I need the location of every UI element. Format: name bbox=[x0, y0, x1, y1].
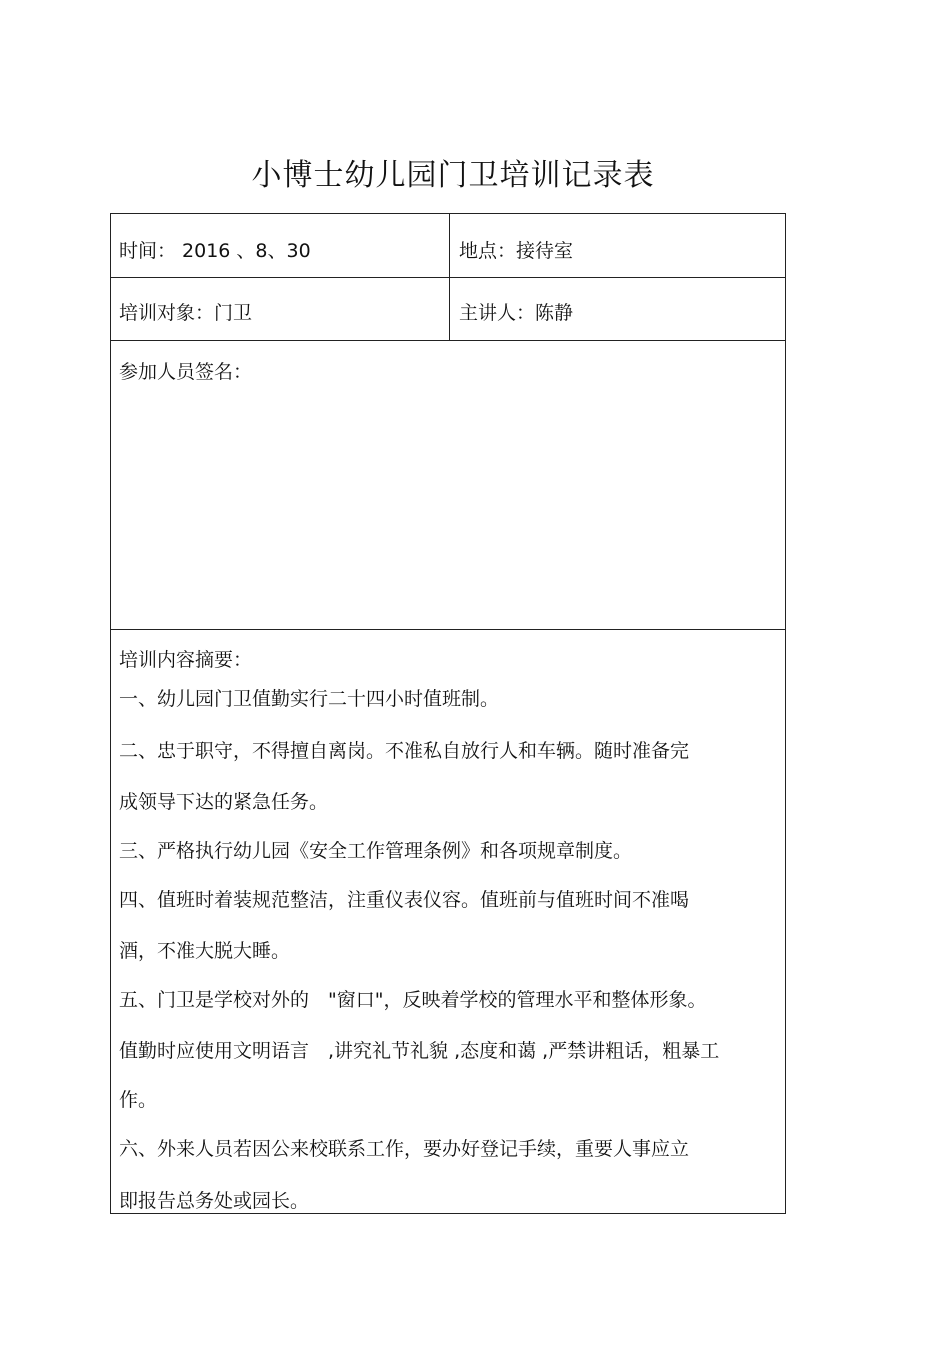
target-field: 培训对象：门卫 bbox=[119, 302, 253, 324]
column-divider bbox=[449, 214, 450, 341]
signature-area[interactable] bbox=[111, 384, 785, 624]
summary-line: 二、忠于职守，不得擅自离岗。不准私自放行人和车辆。随时准备完 bbox=[119, 740, 690, 762]
signature-label: 参加人员签名： bbox=[119, 361, 253, 383]
training-record-form bbox=[110, 213, 786, 1214]
summary-line: 值勤时应使用文明语言 ,讲究礼节礼貌 ,态度和蔼 ,严禁讲粗话，粗暴工 bbox=[119, 1040, 720, 1062]
summary-label: 培训内容摘要： bbox=[119, 649, 253, 671]
summary-line: 六、外来人员若因公来校联系工作，要办好登记手续，重要人事应立 bbox=[119, 1138, 690, 1160]
summary-line: 一、幼儿园门卫值勤实行二十四小时值班制。 bbox=[119, 688, 500, 710]
summary-line: 即报告总务处或园长。 bbox=[119, 1190, 310, 1212]
row-divider bbox=[111, 277, 785, 278]
summary-line: 五、门卫是学校对外的 "窗口"，反映着学校的管理水平和整体形象。 bbox=[119, 989, 707, 1011]
summary-line: 三、严格执行幼儿园《安全工作管理条例》和各项规章制度。 bbox=[119, 840, 633, 862]
speaker-field: 主讲人：陈静 bbox=[459, 302, 574, 324]
summary-line: 四、值班时着装规范整洁，注重仪表仪容。值班前与值班时间不准喝 bbox=[119, 889, 690, 911]
summary-line: 酒，不准大脱大睡。 bbox=[119, 940, 291, 962]
document-title: 小博士幼儿园门卫培训记录表 bbox=[251, 158, 655, 193]
row-divider bbox=[111, 629, 785, 630]
row-divider bbox=[111, 340, 785, 341]
location-field: 地点：接待室 bbox=[459, 240, 574, 262]
summary-line: 成领导下达的紧急任务。 bbox=[119, 791, 329, 813]
summary-line: 作。 bbox=[119, 1089, 158, 1111]
time-field: 时间： 2016 、8、30 bbox=[119, 240, 311, 262]
